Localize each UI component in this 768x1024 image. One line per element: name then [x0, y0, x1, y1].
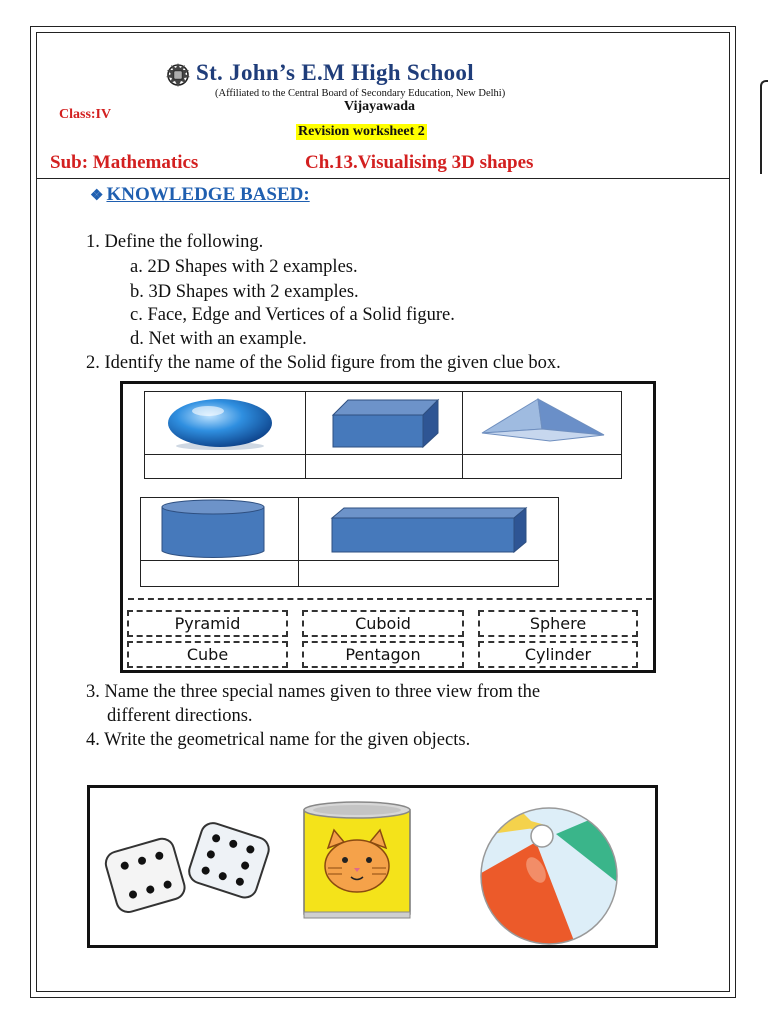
tin-can-image	[298, 800, 416, 922]
clue-cuboid: Cuboid	[302, 610, 464, 637]
margin-mark	[760, 80, 768, 174]
section-title: KNOWLEDGE BASED:	[106, 184, 310, 205]
question-3-line-2: different directions.	[107, 706, 253, 726]
question-1: 1. Define the following.	[86, 232, 264, 252]
beach-ball-image	[476, 806, 622, 946]
cuboid-shape	[330, 506, 530, 554]
section-heading	[90, 184, 310, 206]
question-1-part-a: a. 2D Shapes with 2 examples.	[130, 257, 358, 277]
city-name: Vijayawada	[344, 99, 416, 114]
question-2: 2. Identify the name of the Solid figure from the given clue box.	[86, 353, 561, 373]
pyramid-shape	[478, 395, 608, 445]
worksheet-title: Revision worksheet 2	[298, 124, 425, 139]
class-label: Class:IV	[59, 107, 112, 122]
affiliation-text: (Affiliated to the Central Board of Secondary Education, New Delhi)	[215, 88, 506, 99]
dice-image	[98, 815, 276, 915]
question-1-part-c: c. Face, Edge and Vertices of a Solid figure.	[130, 305, 455, 325]
clue-pyramid: Pyramid	[127, 610, 288, 637]
cylinder-shape	[158, 499, 268, 561]
answer-line-row-1	[144, 454, 622, 455]
clue-sphere: Sphere	[478, 610, 638, 637]
cube-shape	[328, 395, 443, 451]
clue-cube: Cube	[127, 641, 288, 668]
school-crest-icon	[164, 62, 192, 88]
subject-label: Sub: Mathematics	[50, 152, 199, 173]
question-4: 4. Write the geometrical name for the given objects.	[86, 730, 471, 750]
question-3-line-1: 3. Name the three special names given to three view from the	[86, 682, 541, 702]
question-1-part-b: b. 3D Shapes with 2 examples.	[130, 282, 359, 302]
school-name: St. John’s E.M High School	[196, 60, 474, 85]
clue-pentagon: Pentagon	[302, 641, 464, 668]
diamond-bullet-icon: ❖	[90, 188, 104, 204]
clue-box-separator	[128, 598, 652, 600]
question-1-part-d: d. Net with an example.	[130, 329, 307, 349]
header-divider	[37, 178, 729, 179]
sphere-shape	[160, 394, 280, 452]
chapter-title: Ch.13.Visualising 3D shapes	[305, 152, 534, 173]
clue-cylinder: Cylinder	[478, 641, 638, 668]
